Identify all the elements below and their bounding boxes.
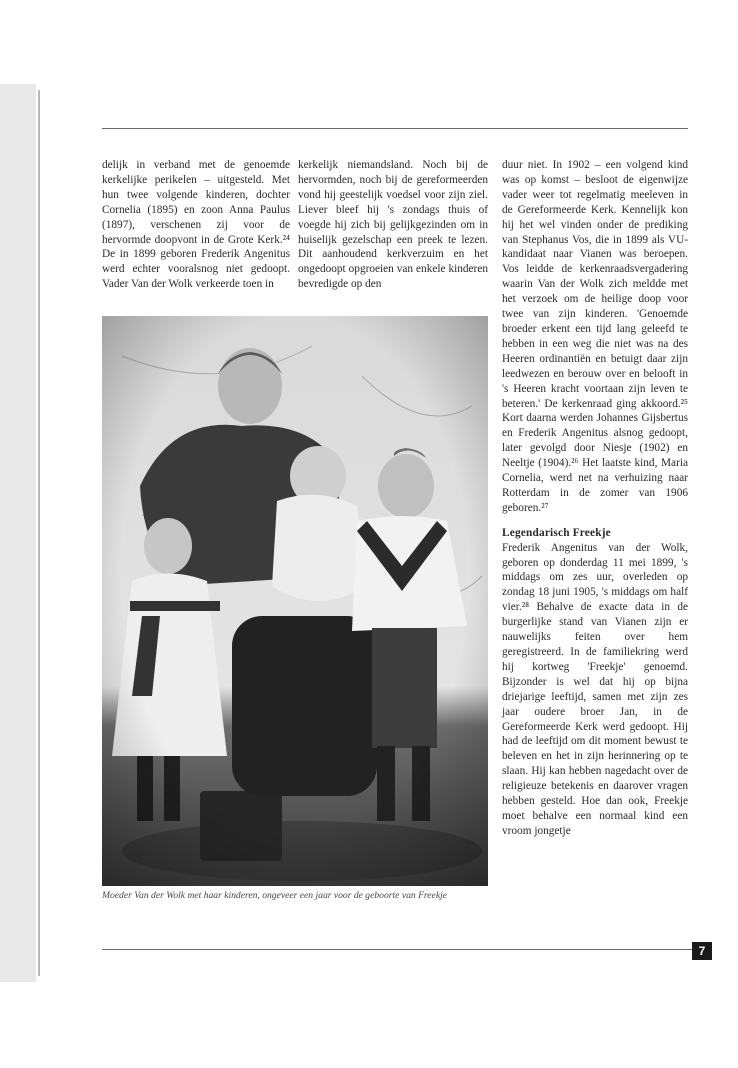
family-photo: [102, 316, 488, 886]
column-3-continued-text: Frederik Angenitus van der Wolk, geboren op donderdag 11 mei 1899, 's middags om zes uur, overleden op zondag 18 juni 1905, 's middags om half vier.²⁸ Behalve de exacte data in de burgerlijke stand van Vianen zijn er nauwelijks feiten over hem geregistreerd. In de familiekring werd hij kortweg 'Freekje' genoemd. Bijzonder is wel dat hij op bijna driejarige leeftijd, samen met zijn zes jaar oudere broer Jan, in de Gereformeerde Kerk werd gedoopt. Hij had de leeftijd om dit moment bewust te beleven en het in zijn herinnering op te slaan. Hij kan hebben nagedacht over de religieuze betekenis en daarover vragen hebben gesteld. Hoe dan ook, Freekje moet behalve een normaal kind een vroom jongetje: [502, 541, 688, 837]
column-1-text: delijk in verband met de genoemde kerkelijke perikelen – uitgesteld. Met hun twee volgende kinderen, dochter Cornelia (1895) en zoon Anna Paulus (1897), verschenen zij voor de hervormde doopvont in de Grote Kerk.²⁴ De in 1899 geboren Frederik Angenitus werd echter vooralsnog niet gedoopt. Vader Van der Wolk verkeerde toen in: [102, 159, 290, 291]
book-spine-shadow: [0, 84, 36, 982]
bottom-rule: [102, 949, 692, 950]
page-number: 7: [692, 942, 712, 960]
text-column-1: [102, 158, 290, 292]
column-3-text: duur niet. In 1902 – een volgend kind was op komst – besloot de eigenwijze vader weer tot regelmatig meeleven in de Gereformeerde Kerk. Kennelijk kon hij het wel vinden onder de prediking van Stephanus Vos, die in 1899 als VU-kandidaat naar Vianen was beroepen. Vos leidde de kerkenraadsvergadering waarin Van der Wolk zich meldde met het verzoek om de heilige doop voor twee van zijn kinderen. 'Genoemde broeder erkent een tijd lang geleefd te hebben in een weg die niet was na des Heeren ordinantiën en betuigt daar zijn leedwezen en berouw over en belooft in 's Heeren kracht voortaan zijn leven te beteren.' De kerkenraad ging akkoord.²⁵ Kort daarna werden Johannes Gijsbertus en Frederik Angenitus alsnog gedoopt, later gevolgd door Niesje (1902) en Neeltje (1904).²⁶ Het laatste kind, Maria Cornelia, werd net na verhuizing naar Rotterdam in de zomer van 1906 geboren.²⁷: [502, 159, 688, 514]
section-heading: Legendarisch Freekje: [502, 526, 611, 539]
photo-caption: Moeder Van der Wolk met haar kinderen, ongeveer een jaar voor de geboorte van Freekje: [102, 890, 447, 901]
column-2-text: kerkelijk niemandsland. Noch bij de hervormden, noch bij de gereformeerden vond hij geestelijk voedsel voor zijn ziel. Liever bleef hij 's zondags thuis of voegde hij zich bij gelijkgezinden om in huiselijk gezelschap een preek te lezen. Dit aanhoudend kerkverzuim en het ongedoopt opgroeien van enkele kinderen bevredigde op den: [298, 159, 488, 291]
top-rule: [102, 128, 688, 129]
text-column-2: [298, 158, 488, 292]
text-column-3: [502, 158, 688, 839]
